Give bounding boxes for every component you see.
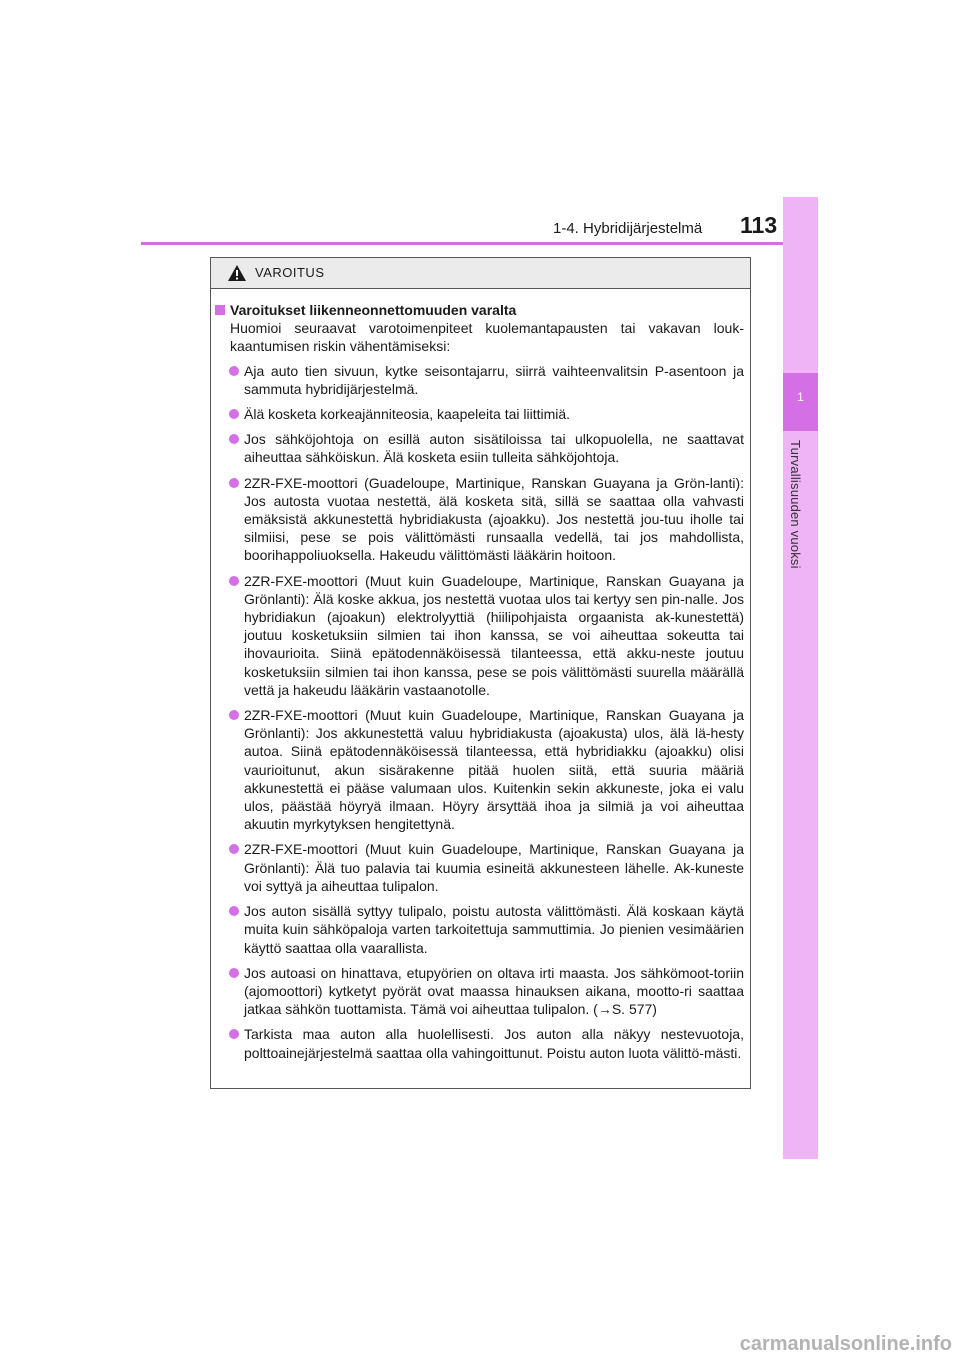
list-item (215, 572, 744, 699)
circle-bullet-icon (229, 906, 239, 916)
section-title: 1-4. Hybridijärjestelmä (553, 220, 703, 237)
circle-bullet-icon (229, 844, 239, 854)
circle-bullet-icon (229, 366, 239, 376)
watermark: carmanualsonline.info (739, 1333, 952, 1355)
circle-bullet-icon (229, 968, 239, 978)
list-item-text: 2ZR-FXE-moottori (Muut kuin Guadeloupe, Martinique, Ranskan Guayana ja Grönlanti): Jos akkunestettä valuu hybridiakusta (ajoakusta) ulos, älä lä-hesty autoa. Siinä epätodennäköisessä tilanteessa, että hybridiakku (ajoakku) olisi vaurioitunut, akun sisärakenne pitää huolen siitä, että suuria määriä akkunestettä ei pääse valumaan ulos. Kuitenkin sekin akkuneste, joka ei valu ulos, päästää höyryä ilmaan. Höyry ärsyttää ihoa ja silmiä ja voi aiheuttaa akuutin myrkytyksen hengitettynä. (244, 707, 744, 833)
list-item-text: Jos auton sisällä syttyy tulipalo, poistu autosta välittömästi. Älä koskaan käytä muita kuin sähköpaloja varten tarkoitettuja sammuttimia. Jo pienien vesimäärien käyttö saattaa olla vaarallista. (244, 903, 744, 956)
circle-bullet-icon (229, 434, 239, 444)
circle-bullet-icon (229, 1029, 239, 1039)
warning-content (211, 289, 750, 1062)
list-item-text: 2ZR-FXE-moottori (Muut kuin Guadeloupe, Martinique, Ranskan Guayana ja Grönlanti): Älä koske akkua, jos nestettä vuotaa ulos tai kertyy sen pin-nalle. Jos hybridiakun (ajoakun) elektrolyyttiä (hiilipohjaista orgaanista ak-kunestettä) joutuu kosketuksiin silmien tai ihon kanssa, se voi aiheuttaa sokeutta tai ihovaurioita. Siinä epätodennäköisessä tilanteessa, että akku-neste joutuu kosketuksiin silmien tai ihon kanssa, pese se pois välittömästi suurella määrällä vettä ja hakeudu lääkärin vastaanotolle. (244, 572, 744, 698)
list-item (215, 362, 744, 398)
circle-bullet-icon (229, 710, 239, 720)
list-item (215, 474, 744, 565)
warning-triangle-icon (227, 264, 247, 282)
list-item-text: Tarkista maa auton alla huolellisesti. Jos auton alla näkyy nestevuotoja, polttoainejärjestelmä saattaa olla vahingoittunut. Poistu auton luota välittö-mästi. (244, 1026, 744, 1061)
header-rule (141, 242, 783, 245)
list-item-text: Jos sähköjohtoja on esillä auton sisätiloissa tai ulkopuolella, ne saattavat aiheuttaa sähköiskun. Älä kosketa esiin tulleita sähköjohtoja. (244, 431, 744, 466)
circle-bullet-icon (229, 576, 239, 586)
list-item-text: Aja auto tien sivuun, kytke seisontajarru, siirrä vaihteenvalitsin P-asentoon ja sammuta hybridijärjestelmä. (244, 362, 744, 397)
list-item (215, 430, 744, 466)
warning-heading-text: Varoitukset liikenneonnettomuuden varalta (230, 302, 517, 318)
list-item (215, 902, 744, 957)
list-item (215, 964, 744, 1019)
warning-heading (215, 301, 744, 319)
chapter-number: 1 (797, 390, 804, 404)
square-bullet-icon (215, 305, 225, 315)
list-item-text: 2ZR-FXE-moottori (Muut kuin Guadeloupe, Martinique, Ranskan Guayana ja Grönlanti): Älä tuo palavia tai kuumia esineitä akkunesteen lähelle. Ak-kuneste voi syttyä ja aiheuttaa tulipalon. (244, 841, 744, 894)
list-item (215, 706, 744, 833)
list-item (215, 840, 744, 895)
list-item-text: 2ZR-FXE-moottori (Guadeloupe, Martinique, Ranskan Guayana ja Grön-lanti): Jos autosta vuotaa nestettä, älä kosketa sitä, sillä se saattaa olla vahvasti emäksistä akkunestettä hybridiakusta (ajoakku). Jos nestettä jou-tuu iholle tai silmiisi, pese se pois välittömästi runsaalla vedellä, tai jos mahdollista, boorihappoliuoksella. Hakeudu välittömästi lääkärin hoitoon. (244, 474, 744, 564)
warning-label: VAROITUS (255, 265, 325, 280)
warning-box (210, 257, 751, 1089)
side-chapter-tab (783, 197, 818, 1159)
warning-intro: Huomioi seuraavat varotoimenpiteet kuolemantapausten tai vakavan louk-kaantumisen riskin vähentämiseksi: (230, 320, 744, 355)
list-item-text: Jos autoasi on hinattava, etupyörien on oltava irti maasta. Jos sähkömoot-toriin (ajomoottori) kytketyt pyörät ovat maassa hinauksen aikana, mootto-ri saattaa jatkaa sähkön tuottamista. Tämä voi aiheuttaa tulipalon. (→S. 577) (244, 964, 744, 1018)
list-item (215, 1025, 744, 1061)
warning-header (211, 258, 750, 289)
list-item-text: Älä kosketa korkeajänniteosia, kaapeleita tai liittimiä. (244, 406, 571, 423)
circle-bullet-icon (229, 478, 239, 488)
list-item (215, 405, 744, 423)
page-number: 113 (740, 212, 778, 238)
chapter-title: Turvallisuuden vuoksi (788, 440, 803, 569)
circle-bullet-icon (229, 409, 239, 419)
